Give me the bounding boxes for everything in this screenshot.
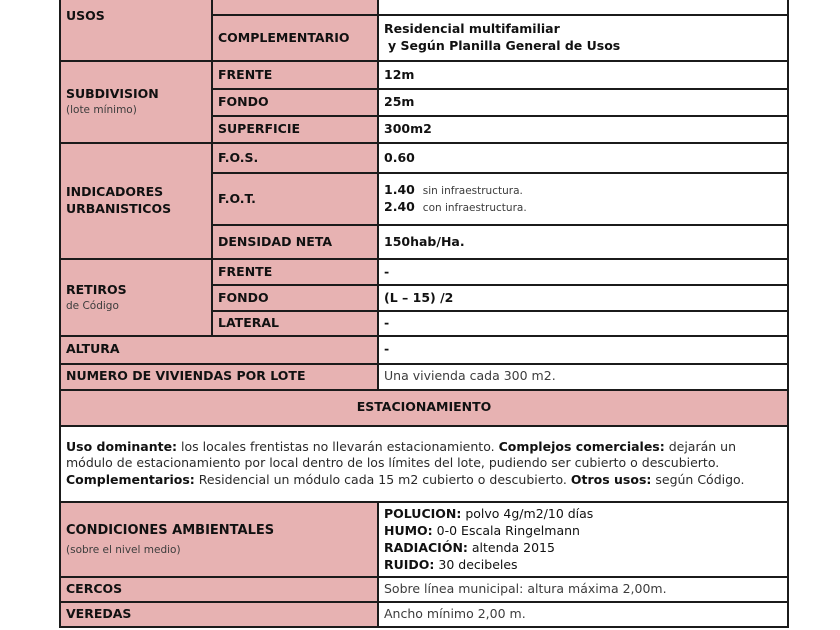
fot-note-2: con infraestructura. [422,202,527,214]
densidad-label: DENSIDAD NETA [212,225,378,259]
subdivision-superficie-label: SUPERFICIE [212,116,378,143]
fot-value [378,173,788,225]
subdivision-sublabel: (lote mínimo) [66,104,137,117]
zoning-table [59,0,789,628]
subdivision-frente-value: 12m [378,61,788,89]
ambientales-values [378,502,788,578]
indicadores-label [60,143,212,259]
otros-usos-label: Otros usos: [570,472,652,488]
estacionamiento-text [60,426,788,502]
indicadores-label-line2: URBANISTICOS [66,201,172,216]
retiros-fondo-value: (L – 15) /2 [378,285,788,311]
subdivision-frente-label: FRENTE [212,61,378,89]
usos-label: USOS [60,0,212,61]
complejos-text: dejarán un módulo de estacionamiento por local dentro de los límites del lote, pudiendo ser cubierto o descubierto. [66,438,737,471]
retiros-frente-label: FRENTE [212,259,378,285]
ambientales-sublabel: (sobre el nivel medio) [66,544,181,557]
complementarios-text: Residencial un módulo cada 15 m2 cubierto o descubierto. [194,472,571,488]
fot-note-1: sin infraestructura. [422,185,523,198]
usos-row1-label [212,0,378,15]
fos-value: 0.60 [378,143,788,173]
subdivision-label: SUBDIVISION [66,86,159,102]
retiros-lateral-value: - [378,311,788,336]
viviendas-label: NUMERO DE VIVIENDAS POR LOTE [60,364,378,390]
ambientales-cell [60,502,378,578]
densidad-value: 150hab/Ha. [378,225,788,259]
complejos-label: Complejos comerciales: [498,438,665,454]
retiros-label: RETIROS [66,281,127,297]
subdivision-superficie-value: 300m2 [378,116,788,143]
veredas-label: VEREDAS [60,602,378,627]
cercos-value: Sobre línea municipal: altura máxima 2,00m. [378,577,788,602]
veredas-value: Ancho mínimo 2,00 m. [378,602,788,627]
retiros-sublabel: de Código [66,299,119,312]
retiros-frente-value: - [378,259,788,285]
fot-value-1: 1.40 [384,182,415,198]
otros-usos-text: según Código. [651,472,745,488]
fot-value-2: 2.40 [384,199,415,214]
uso-dominante-text: los locales frentistas no llevarán estacionamiento. [177,438,499,454]
subdivision-fondo-label: FONDO [212,89,378,116]
usos-row1-value [378,0,788,15]
fot-label: F.O.T. [212,173,378,225]
complementario-label: COMPLEMENTARIO [212,15,378,61]
zoning-sheet [59,0,787,628]
altura-label: ALTURA [60,336,378,364]
complementario-value [378,15,788,61]
complementario-line2: y Según Planilla General de Usos [388,38,621,53]
ambientales-label: CONDICIONES AMBIENTALES [66,522,275,538]
uso-dominante-label: Uso dominante: [66,438,178,454]
fos-label: F.O.S. [212,143,378,173]
retiros-lateral-label: LATERAL [212,311,378,336]
retiros-fondo-label: FONDO [212,285,378,311]
radiacion-item: RADIACIÓN: altenda 2015 [384,539,555,555]
humo-item: HUMO: 0-0 Escala Ringelmann [384,522,580,538]
viviendas-value: Una vivienda cada 300 m2. [378,364,788,390]
subdivision-fondo-value: 25m [378,89,788,116]
altura-value: - [378,336,788,364]
complementario-line1: Residencial multifamiliar [384,21,560,37]
indicadores-label-line1: INDICADORES [66,184,164,200]
ruido-item: RUIDO: 30 decibeles [384,556,518,572]
retiros-cell [60,259,212,336]
subdivision-cell [60,61,212,143]
polucion-item: POLUCION: polvo 4g/m2/10 días [384,505,594,521]
complementarios-label: Complementarios: [66,472,195,488]
cercos-label: CERCOS [60,577,378,602]
estacionamiento-title: ESTACIONAMIENTO [60,390,788,426]
